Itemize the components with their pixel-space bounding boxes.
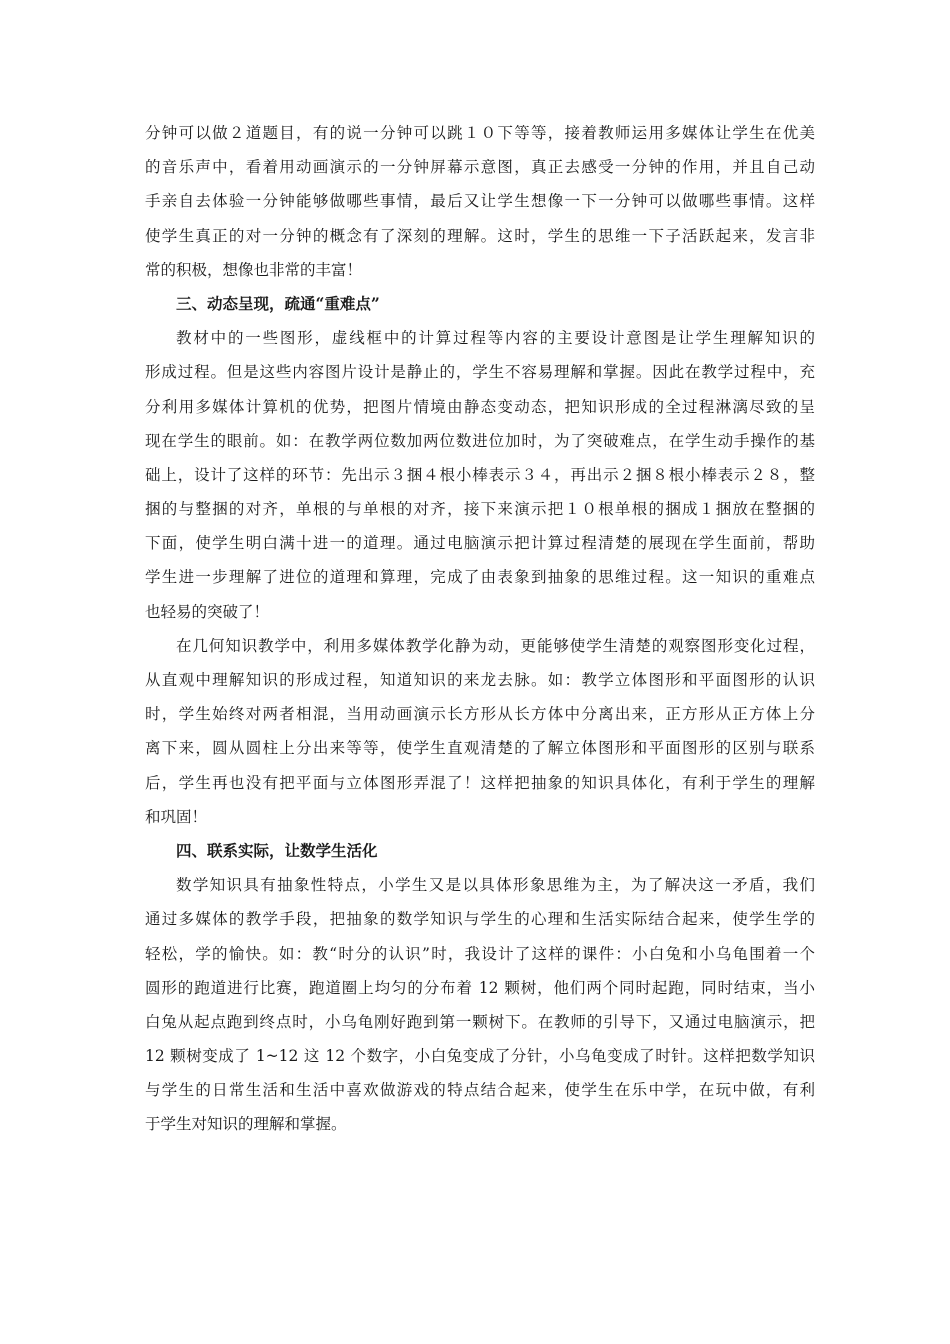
- paragraph-line: 础上，设计了这样的环节：先出示３捆４根小棒表示３４，再出示２捆８根小棒表示２８，整: [145, 465, 815, 484]
- paragraph-line: 时，学生始终对两者相混，当用动画演示长方形从长方体中分离出来，正方形从正方体上分: [145, 705, 815, 724]
- paragraph-line: 数学知识具有抽象性特点，小学生又是以具体形象思维为主，为了解决这一矛盾，我们: [176, 876, 815, 895]
- paragraph-line: 现在学生的眼前。如：在教学两位数加两位数进位加时，为了突破难点，在学生动手操作的基: [145, 431, 815, 450]
- paragraph-line: 和巩固！: [145, 807, 208, 826]
- paragraph-line: 分利用多媒体计算机的优势，把图片情境由静态变动态，把知识形成的全过程淋漓尽致的呈: [145, 397, 815, 416]
- section-heading: 三、动态呈现，疏通“重难点”: [176, 293, 380, 313]
- paragraph-line: 12 颗树变成了 1~12 这 12 个数字，小白兔变成了分针，小乌龟变成了时针。这样把数学知识: [145, 1047, 815, 1066]
- section-heading: 四、联系实际，让数学生活化: [176, 840, 378, 860]
- paragraph-line: 常的积极，想像也非常的丰富！: [145, 260, 363, 279]
- paragraph-line: 后，学生再也没有把平面与立体图形弄混了！这样把抽象的知识具体化，有利于学生的理解: [145, 773, 815, 792]
- paragraph-line: 轻松，学的愉快。如：教“时分的认识”时，我设计了这样的课件：小白兔和小乌龟围着一个: [145, 944, 815, 963]
- paragraph-line: 也轻易的突破了！: [145, 602, 270, 621]
- paragraph-line: 于学生对知识的理解和掌握。: [145, 1115, 347, 1134]
- paragraph-line: 学生进一步理解了进位的道理和算理，完成了由表象到抽象的思维过程。这一知识的重难点: [145, 568, 815, 587]
- paragraph-line: 从直观中理解知识的形成过程，知道知识的来龙去脉。如：教学立体图形和平面图形的认识: [145, 671, 815, 689]
- paragraph-line: 教材中的一些图形，虚线框中的计算过程等内容的主要设计意图是让学生理解知识的: [176, 329, 815, 348]
- paragraph-line: 与学生的日常生活和生活中喜欢做游戏的特点结合起来，使学生在乐中学，在玩中做，有利: [145, 1081, 815, 1100]
- paragraph-line: 下面，使学生明白满十进一的道理。通过电脑演示把计算过程清楚的展现在学生面前，帮助: [145, 534, 815, 553]
- paragraph-line: 白兔从起点跑到终点时，小乌龟刚好跑到第一颗树下。在教师的引导下，又通过电脑演示，把: [145, 1012, 815, 1031]
- paragraph-line: 在几何知识教学中，利用多媒体教学化静为动，更能够使学生清楚的观察图形变化过程，: [176, 636, 815, 655]
- paragraph-line: 使学生真正的对一分钟的概念有了深刻的理解。这时，学生的思维一下子活跃起来，发言非: [145, 226, 815, 245]
- paragraph-line: 通过多媒体的教学手段，把抽象的数学知识与学生的心理和生活实际结合起来，使学生学的: [145, 910, 815, 929]
- paragraph-line: 圆形的跑道进行比赛，跑道圈上均匀的分布着 12 颗树，他们两个同时起跑，同时结束，当小: [145, 978, 815, 997]
- paragraph-line: 的音乐声中，看着用动画演示的一分钟屏幕示意图，真正去感受一分钟的作用，并且自己动: [145, 158, 815, 177]
- paragraph-line: 离下来，圆从圆柱上分出来等等，使学生直观清楚的了解立体图形和平面图形的区别与联系: [145, 739, 815, 758]
- document-body: [145, 116, 815, 1142]
- paragraph-line: 捆的与整捆的对齐，单根的与单根的对齐，接下来演示把１０根单根的捆成１捆放在整捆的: [145, 500, 815, 519]
- paragraph-line: 手亲自去体验一分钟能够做哪些事情，最后又让学生想像一下一分钟可以做哪些事情。这样: [145, 192, 815, 211]
- paragraph-line: 分钟可以做２道题目，有的说一分钟可以跳１０下等等，接着教师运用多媒体让学生在优美: [145, 124, 815, 142]
- paragraph-line: 形成过程。但是这些内容图片设计是静止的，学生不容易理解和掌握。因此在教学过程中，充: [145, 363, 815, 382]
